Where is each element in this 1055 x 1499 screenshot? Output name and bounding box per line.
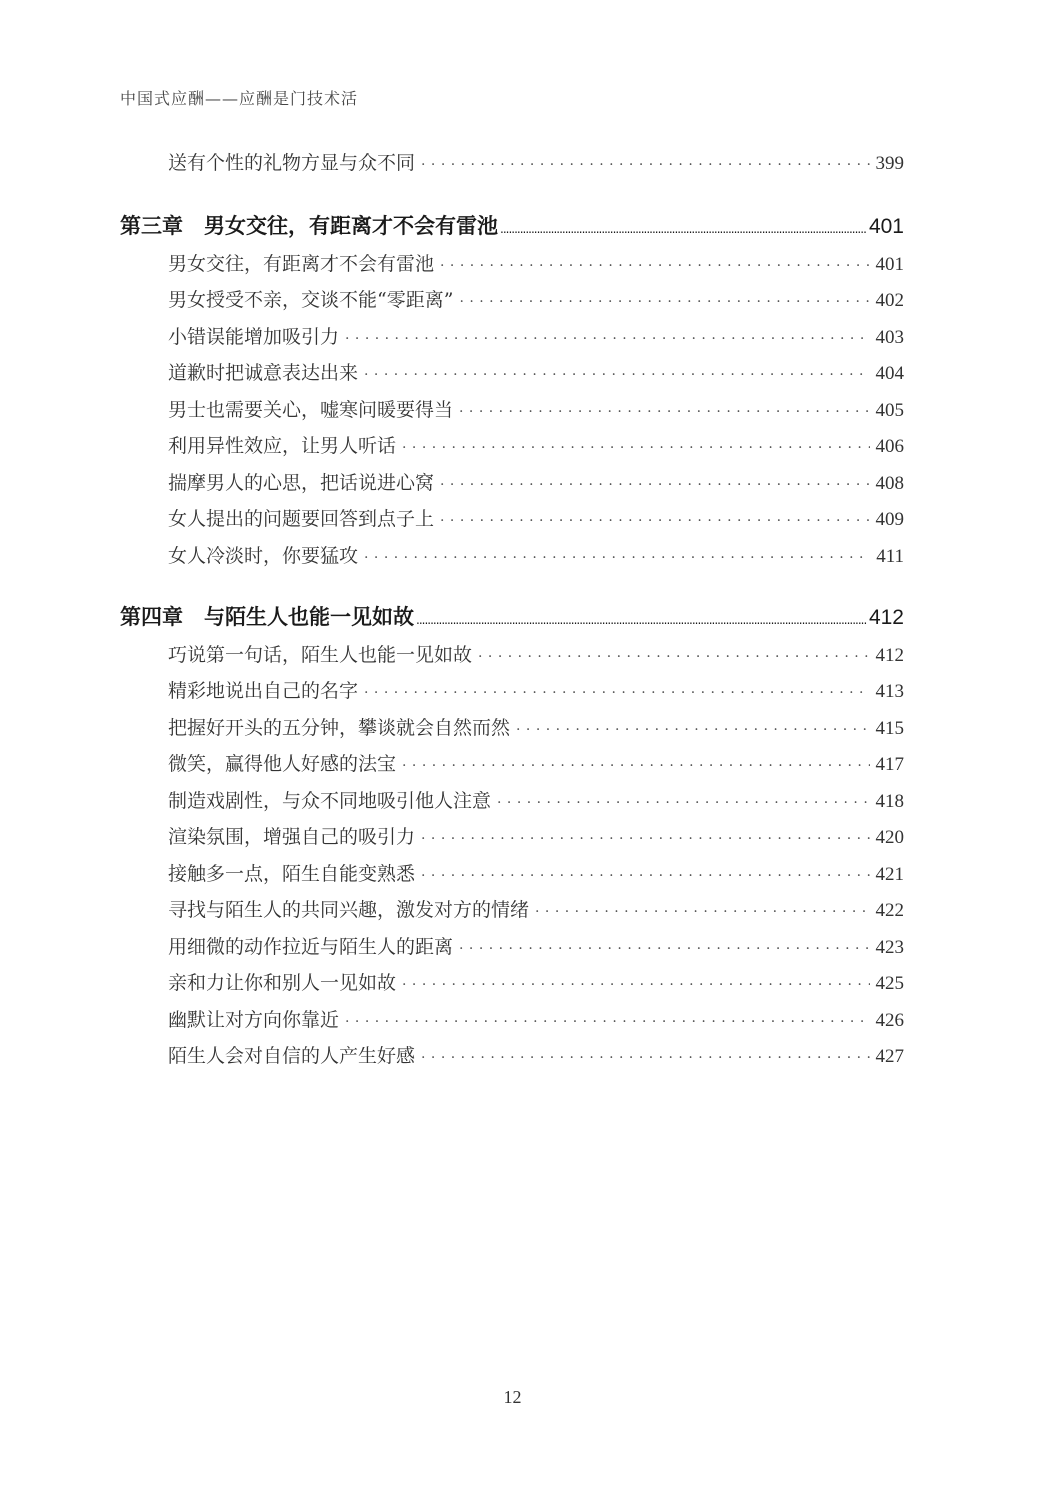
toc-entry-page: 421 xyxy=(875,864,904,885)
toc-entry[interactable] xyxy=(168,504,904,531)
toc-entry-page: 425 xyxy=(875,973,904,994)
toc-entry-title: 接触多一点，陌生自能变熟悉 xyxy=(168,863,416,885)
dot-leader xyxy=(421,1050,869,1066)
toc-entry-page: 415 xyxy=(875,718,904,739)
toc-entry[interactable] xyxy=(168,786,904,813)
dot-leader xyxy=(440,477,869,493)
toc-entry-title: 男女交往，有距离才不会有雷池 xyxy=(168,253,435,275)
toc-entry-title: 幽默让对方向你靠近 xyxy=(168,1009,340,1031)
toc-entry[interactable] xyxy=(168,895,904,922)
toc-entry[interactable] xyxy=(168,932,904,959)
toc-entry-page: 420 xyxy=(875,827,904,848)
dot-leader xyxy=(345,331,869,347)
chapter-title: 第三章 男女交往，有距离才不会有雷池 xyxy=(120,214,498,238)
toc-entry[interactable] xyxy=(168,395,904,422)
chapter-page: 412 xyxy=(868,606,904,629)
toc-entry[interactable] xyxy=(168,676,904,703)
toc-entry-title: 寻找与陌生人的共同兴趣，激发对方的情绪 xyxy=(168,899,530,921)
dot-leader xyxy=(364,550,870,566)
toc-entry-page: 417 xyxy=(875,754,904,775)
toc-entry[interactable] xyxy=(168,968,904,995)
toc-entry-title: 女人提出的问题要回答到点子上 xyxy=(168,508,435,530)
toc-entry[interactable] xyxy=(168,358,904,385)
dot-leader xyxy=(459,941,869,957)
toc-entry-page: 408 xyxy=(875,473,904,494)
dot-leader xyxy=(478,649,869,665)
toc-entry-title: 小错误能增加吸引力 xyxy=(168,326,340,348)
chapter-page: 401 xyxy=(868,215,904,238)
toc-entry[interactable] xyxy=(168,859,904,886)
toc-entry-title: 利用异性效应，让男人听话 xyxy=(168,435,397,457)
toc-entry[interactable] xyxy=(168,749,904,776)
dot-leader xyxy=(364,685,869,701)
dot-leader xyxy=(516,722,869,738)
toc-entry[interactable] xyxy=(168,1041,904,1068)
dot-leader xyxy=(440,258,869,274)
toc-entry-page: 402 xyxy=(875,290,904,311)
toc-entry-page: 411 xyxy=(876,546,904,567)
toc-entry-page: 399 xyxy=(875,153,904,174)
dot-leader xyxy=(440,513,869,529)
dot-leader xyxy=(402,977,869,993)
toc-entry[interactable] xyxy=(168,1005,904,1032)
toc-entry-page: 409 xyxy=(875,509,904,530)
toc-entry[interactable] xyxy=(168,468,904,495)
toc-entry[interactable] xyxy=(168,541,904,568)
dot-leader xyxy=(345,1014,869,1030)
toc-entry-page: 406 xyxy=(875,436,904,457)
toc-entry-page: 418 xyxy=(875,791,904,812)
dot-leader xyxy=(421,157,869,173)
dot-leader xyxy=(535,904,869,920)
toc-entry[interactable] xyxy=(168,322,904,349)
page-number: 12 xyxy=(503,1387,522,1407)
toc-entry-page: 422 xyxy=(875,900,904,921)
toc-entry[interactable] xyxy=(168,148,904,175)
toc-entry-title: 揣摩男人的心思，把话说进心窝 xyxy=(168,472,435,494)
toc-entry-title: 渲染氛围，增强自己的吸引力 xyxy=(168,826,416,848)
chapter-heading[interactable] xyxy=(120,210,904,240)
toc-entry-title: 男女授受不亲，交谈不能“零距离” xyxy=(168,289,454,311)
toc-entry-page: 423 xyxy=(875,937,904,958)
toc-entry[interactable] xyxy=(168,249,904,276)
toc-entry-page: 426 xyxy=(875,1010,904,1031)
chapter-title: 第四章 与陌生人也能一见如故 xyxy=(120,605,414,629)
dot-leader xyxy=(416,613,867,627)
toc-entry-title: 女人冷淡时，你要猛攻 xyxy=(168,545,359,567)
toc-entry-title: 亲和力让你和别人一见如故 xyxy=(168,972,397,994)
toc-entry-page: 401 xyxy=(875,254,904,275)
dot-leader xyxy=(500,222,867,236)
toc-entry-title: 微笑，赢得他人好感的法宝 xyxy=(168,753,397,775)
toc-entry[interactable] xyxy=(168,431,904,458)
toc-entry-title: 把握好开头的五分钟，攀谈就会自然而然 xyxy=(168,717,511,739)
dot-leader xyxy=(364,367,869,383)
toc-entry-title: 精彩地说出自己的名字 xyxy=(168,680,359,702)
toc-entry[interactable] xyxy=(168,822,904,849)
toc-entry-page: 403 xyxy=(875,327,904,348)
toc-entry-title: 巧说第一句话，陌生人也能一见如故 xyxy=(168,644,473,666)
toc-entry-page: 413 xyxy=(875,681,904,702)
toc-entry-title: 道歉时把诚意表达出来 xyxy=(168,362,359,384)
toc-entry-title: 陌生人会对自信的人产生好感 xyxy=(168,1045,416,1067)
running-head: 中国式应酬——应酬是门技术活 xyxy=(120,89,359,108)
dot-leader xyxy=(497,795,869,811)
toc-entry-title: 男士也需要关心，嘘寒问暖要得当 xyxy=(168,399,454,421)
toc-entry-page: 412 xyxy=(875,645,904,666)
dot-leader xyxy=(459,404,869,420)
toc-entry-page: 405 xyxy=(875,400,904,421)
toc-entry-page: 404 xyxy=(875,363,904,384)
dot-leader xyxy=(421,831,869,847)
toc-entry[interactable] xyxy=(168,285,904,312)
chapter-heading[interactable] xyxy=(120,601,904,631)
toc-entry-title: 用细微的动作拉近与陌生人的距离 xyxy=(168,936,454,958)
toc-entry[interactable] xyxy=(168,713,904,740)
dot-leader xyxy=(459,294,869,310)
toc-entry-title: 送有个性的礼物方显与众不同 xyxy=(168,152,416,174)
toc-entry-title: 制造戏剧性，与众不同地吸引他人注意 xyxy=(168,790,492,812)
dot-leader xyxy=(421,868,869,884)
dot-leader xyxy=(402,758,869,774)
dot-leader xyxy=(402,440,869,456)
toc-entry[interactable] xyxy=(168,640,904,667)
toc-entry-page: 427 xyxy=(875,1046,904,1067)
